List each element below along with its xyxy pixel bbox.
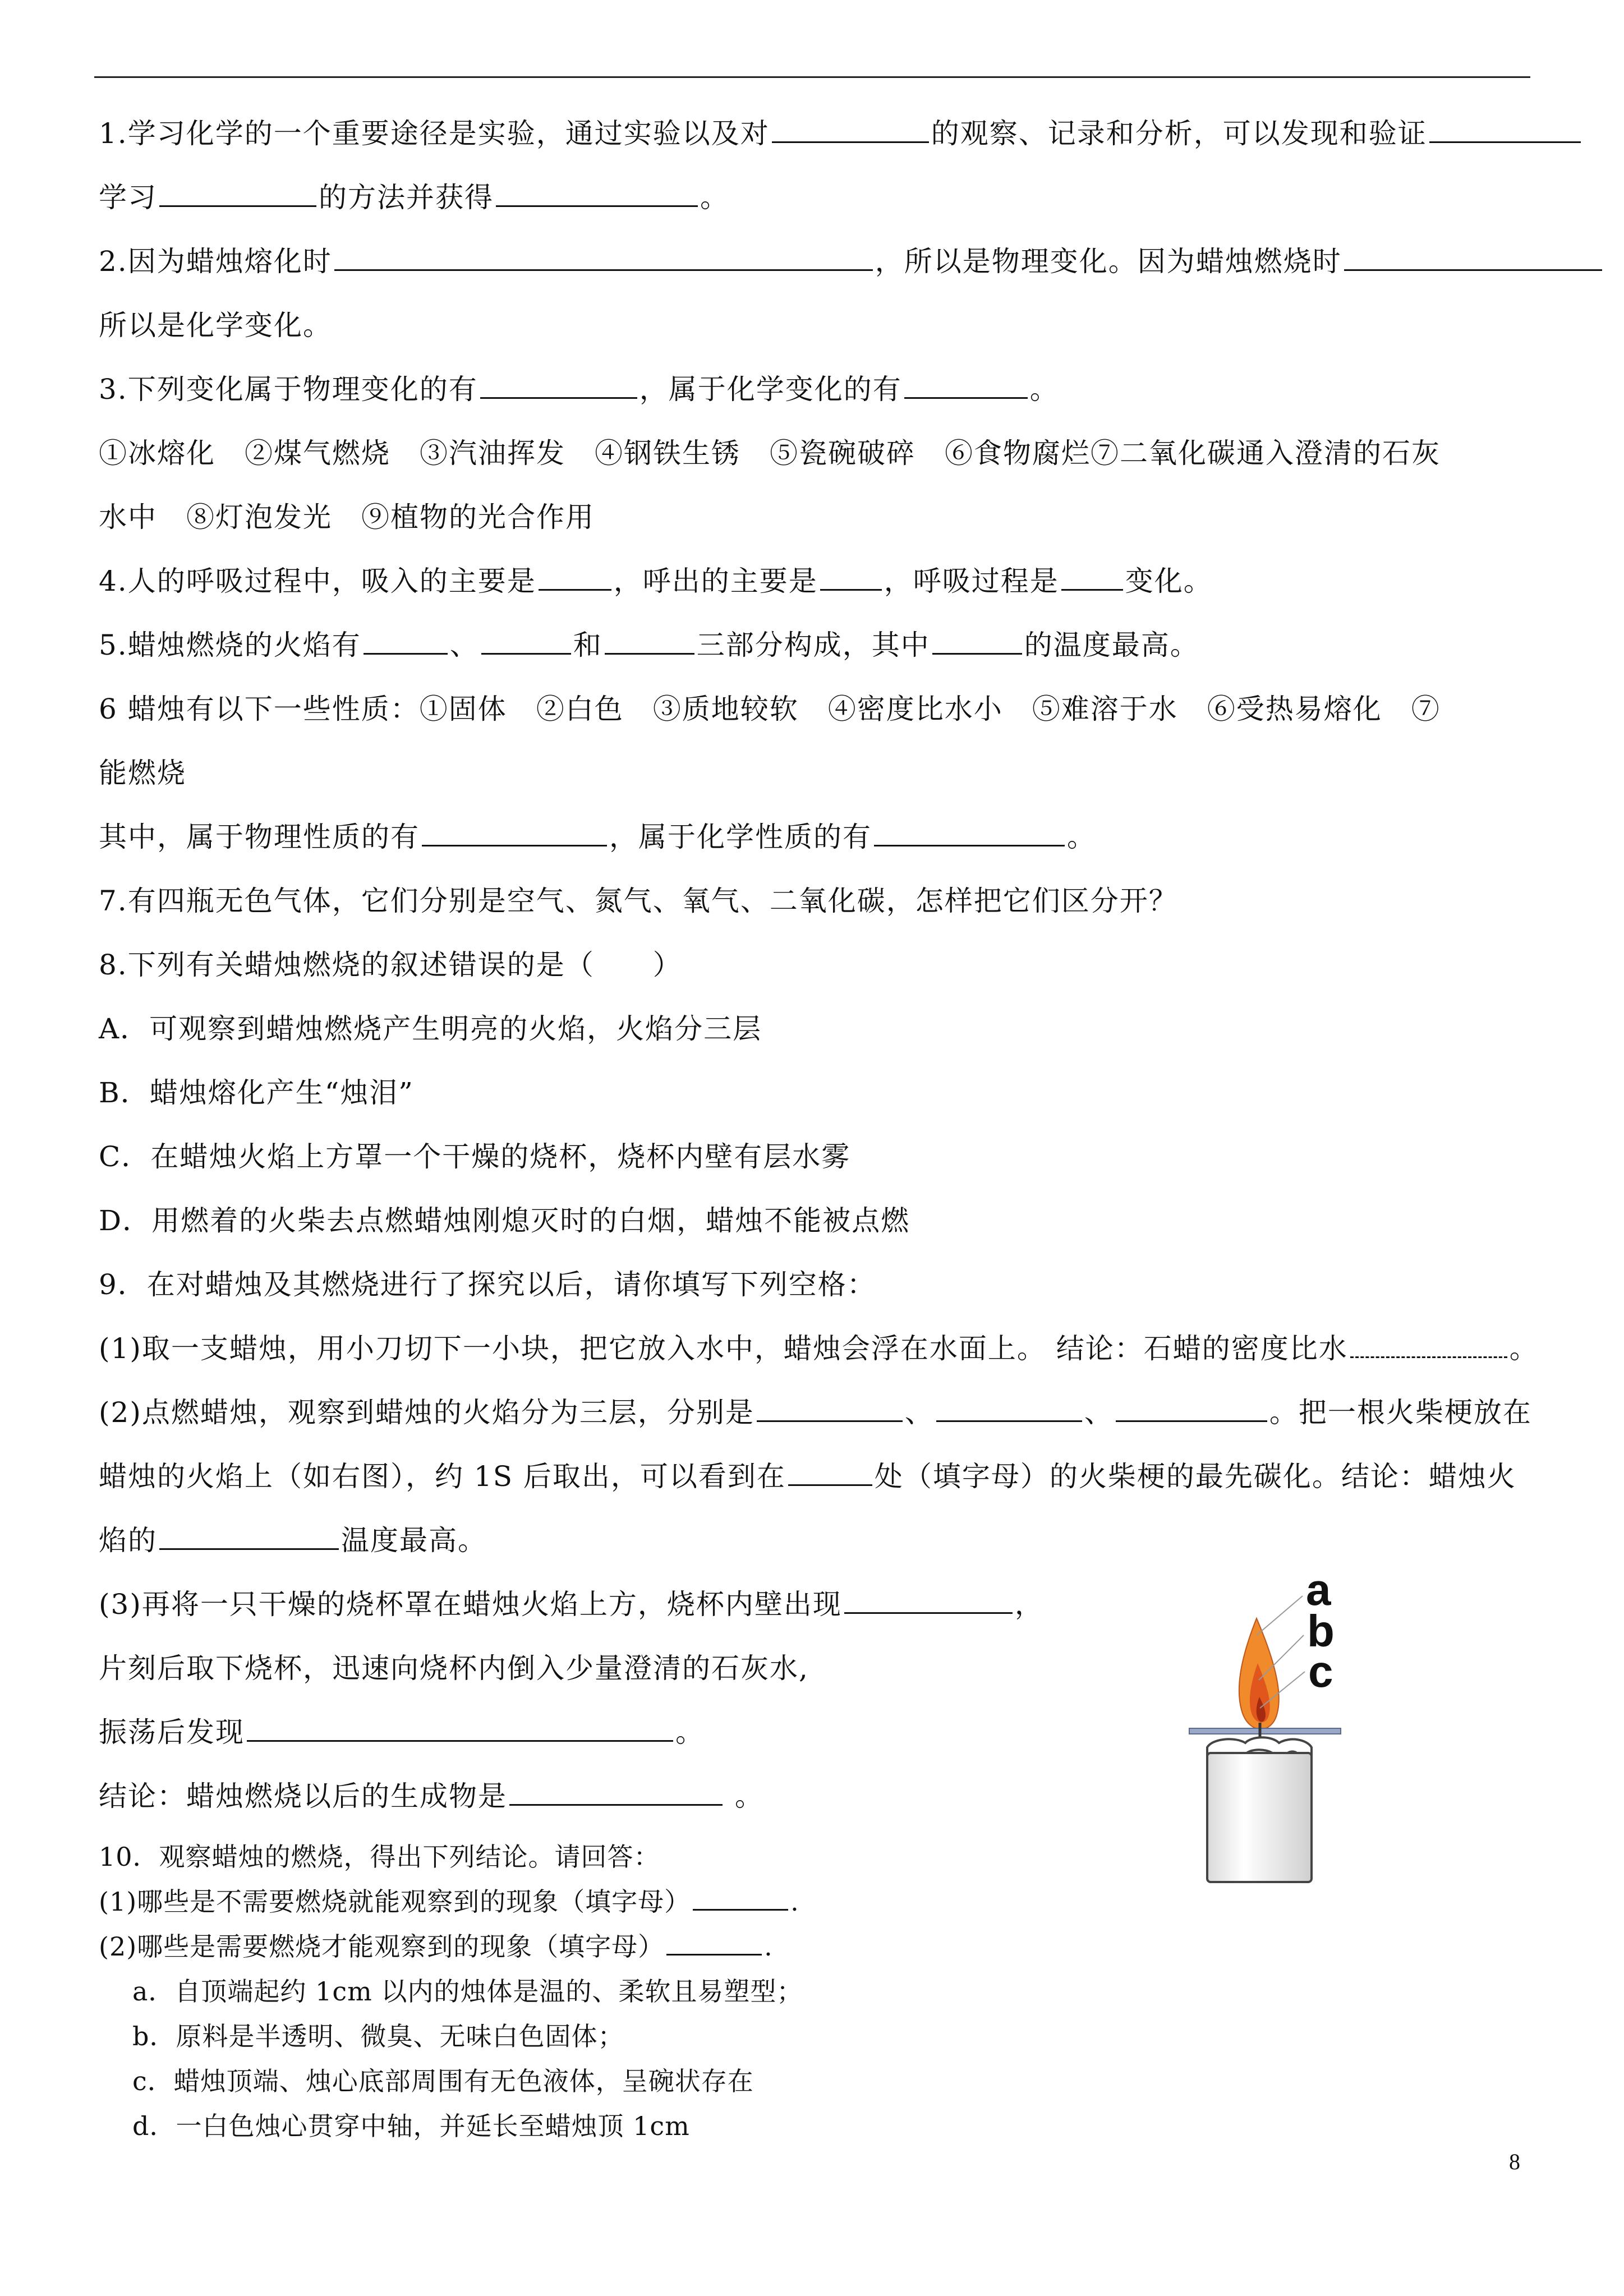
- blank[interactable]: [1350, 1327, 1507, 1358]
- q6-line1: 6 蜡烛有以下一些性质：①固体 ②白色 ③质地较软 ④密度比水小 ⑤难溶于水 ⑥受热易熔化 ⑦: [99, 693, 1441, 725]
- blank[interactable]: [159, 1519, 339, 1550]
- q1-line1: 1.学习化学的一个重要途径是实验，通过实验以及对 的观察、记录和分析，可以发现和验证: [99, 111, 1583, 156]
- pointer-a: [1257, 1596, 1303, 1635]
- blank[interactable]: [1429, 112, 1581, 143]
- blank[interactable]: [480, 368, 637, 399]
- candle-body: [1207, 1753, 1312, 1882]
- blank[interactable]: [1061, 560, 1123, 591]
- blank[interactable]: [334, 240, 873, 271]
- blank[interactable]: [820, 560, 882, 591]
- blank[interactable]: [904, 368, 1028, 399]
- q9-part2-line1: (2)点燃蜡烛，观察到蜡烛的火焰分为三层，分别是 、 、 。把一根火柴梗放在: [99, 1390, 1532, 1435]
- blank[interactable]: [666, 1925, 762, 1955]
- blank[interactable]: [422, 816, 607, 846]
- blank[interactable]: [247, 1711, 673, 1742]
- blank[interactable]: [605, 624, 694, 655]
- q9-part3-line3: 振荡后发现 。: [99, 1710, 705, 1755]
- blank[interactable]: [936, 1391, 1082, 1422]
- blank[interactable]: [364, 624, 448, 655]
- label-c: c: [1308, 1646, 1333, 1696]
- q8-option-a: A．可观察到蜡烛燃烧产生明亮的火焰，火焰分三层: [99, 1013, 762, 1045]
- blank[interactable]: [932, 624, 1022, 655]
- q10-item-b: b．原料是半透明、微臭、无味白色固体；: [132, 2021, 624, 2051]
- candle-figure: [1172, 1568, 1363, 1893]
- q2-line1: 2.因为蜡烛熔化时 ，所以是物理变化。因为蜡烛燃烧时: [99, 239, 1604, 284]
- q10-item-a: a．自顶端起约 1cm 以内的烛体是温的、柔软且易塑型；: [132, 1976, 803, 2007]
- q1-line2: 学习 的方法并获得 。: [99, 175, 729, 220]
- q3-options-line1: ①冰熔化 ②煤气燃烧 ③汽油挥发 ④钢铁生锈 ⑤瓷碗破碎 ⑥食物腐烂⑦二氧化碳通入澄清的石灰: [99, 437, 1441, 470]
- q6-line2: 能燃烧: [99, 757, 186, 789]
- blank[interactable]: [1116, 1391, 1267, 1422]
- q10-stem: 10．观察蜡烛的燃烧，得出下列结论。请回答：: [99, 1842, 660, 1872]
- q8-stem: 8.下列有关蜡烛燃烧的叙述错误的是（ ）: [99, 949, 682, 981]
- q9-stem: 9．在对蜡烛及其燃烧进行了探究以后，请你填写下列空格：: [99, 1268, 876, 1301]
- q10-item-d: d．一白色烛心贯穿中轴，并延长至蜡烛顶 1cm: [132, 2111, 690, 2141]
- q9-part2-line3: 焰的 温度最高。: [99, 1518, 487, 1563]
- blank[interactable]: [159, 176, 316, 207]
- blank[interactable]: [1344, 240, 1602, 271]
- q9-part3-line2: 片刻后取下烧杯，迅速向烧杯内倒入少量澄清的石灰水,: [99, 1652, 809, 1685]
- q8-option-d: D．用燃着的火柴去点燃蜡烛刚熄灭时的白烟，蜡烛不能被点燃: [99, 1204, 910, 1237]
- q9-conclusion: 结论：蜡烛燃烧以后的生成物是 。: [99, 1774, 764, 1819]
- q9-part1: (1)取一支蜡烛，用小刀切下一小块，把它放入水中，蜡烛会浮在水面上。 结论：石蜡的密度比水 。: [99, 1326, 1539, 1371]
- header-rule: [94, 76, 1530, 78]
- blank[interactable]: [539, 560, 611, 591]
- q10-sub2: (2)哪些是需要燃烧才能观察到的现象（填字母） .: [99, 1924, 773, 1969]
- q4-line: 4.人的呼吸过程中，吸入的主要是 ，呼出的主要是 ，呼吸过程是 变化。: [99, 559, 1213, 604]
- q3-line1: 3.下列变化属于物理变化的有 ，属于化学变化的有 。: [99, 367, 1059, 412]
- blank[interactable]: [874, 816, 1065, 846]
- q6-line3: 其中，属于物理性质的有 ，属于化学性质的有 。: [99, 815, 1096, 859]
- q5-line: 5.蜡烛燃烧的火焰有 、 和 三部分构成，其中 的温度最高。: [99, 623, 1199, 668]
- candle-flame-illustration: [1172, 1568, 1363, 1893]
- label-b: b: [1307, 1606, 1335, 1656]
- q10-sub1: (1)哪些是不需要燃烧就能观察到的现象（填字母） .: [99, 1879, 799, 1924]
- q7-line: 7.有四瓶无色气体，它们分别是空气、氮气、氧气、二氧化碳，怎样把它们区分开？: [99, 885, 1178, 917]
- q9-part2-line2: 蜡烛的火焰上（如右图），约 1S 后取出，可以看到在 处（填字母）的火柴梗的最先碳化。结论：蜡烛火: [99, 1454, 1516, 1499]
- blank[interactable]: [496, 176, 698, 207]
- q3-options-line2: 水中 ⑧灯泡发光 ⑨植物的光合作用: [99, 501, 595, 533]
- q10-item-c: c．蜡烛顶端、烛心底部周围有无色液体，呈碗状存在: [132, 2066, 754, 2096]
- q8-option-b: B．蜡烛熔化产生“烛泪”: [99, 1076, 414, 1109]
- blank[interactable]: [772, 112, 929, 143]
- blank[interactable]: [844, 1583, 1013, 1614]
- matchstick: [1189, 1728, 1341, 1734]
- blank[interactable]: [693, 1880, 788, 1911]
- q8-option-c: C．在蜡烛火焰上方罩一个干燥的烧杯，烧杯内壁有层水雾: [99, 1140, 851, 1173]
- blank[interactable]: [481, 624, 571, 655]
- label-a: a: [1306, 1568, 1331, 1614]
- q9-part3-line1: (3)再将一只干燥的烧杯罩在蜡烛火焰上方，烧杯内壁出现 ，: [99, 1582, 1044, 1627]
- blank[interactable]: [757, 1391, 903, 1422]
- page-number: 8: [1509, 2149, 1520, 2174]
- blank[interactable]: [509, 1775, 723, 1806]
- blank[interactable]: [788, 1455, 872, 1486]
- q2-line2: 所以是化学变化。: [99, 309, 332, 342]
